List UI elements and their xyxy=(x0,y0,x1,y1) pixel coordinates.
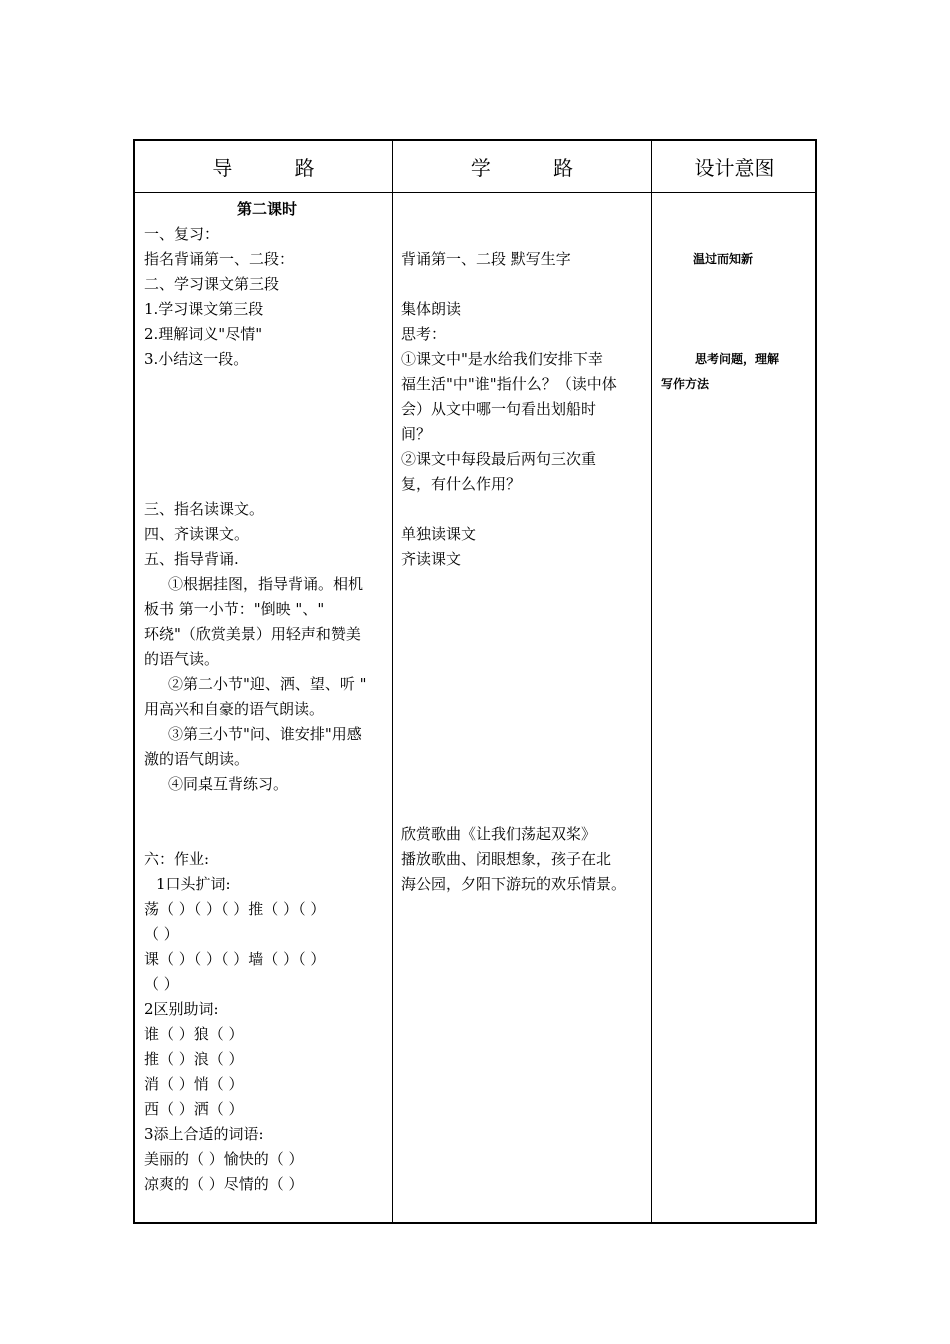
text-line: 齐读课文 xyxy=(401,550,462,568)
study-column xyxy=(401,197,651,897)
homework-line: 1口头扩词: xyxy=(156,875,231,893)
text-line: 播放歌曲、闭眼想象，孩子在北 xyxy=(401,850,612,868)
text-line: 指名背诵第一、二段： xyxy=(144,250,295,268)
homework-line: 推（ ）浪（ ） xyxy=(144,1050,244,1068)
homework-line: 课（ ）（ ）（ ）墙（ ）（ ） xyxy=(144,950,326,968)
text-line: ①课文中"是水给我们安排下幸 xyxy=(401,350,603,368)
intent-note: 思考问题，理解 xyxy=(695,352,780,366)
homework-line: 消（ ）悄（ ） xyxy=(144,1075,244,1093)
header-guide: 导 路 xyxy=(212,156,343,180)
text-line: ④同桌互背练习。 xyxy=(168,775,289,793)
text-line: 用高兴和自豪的语气朗读。 xyxy=(144,700,325,718)
lesson-plan-table xyxy=(133,139,817,1224)
text-line: ②第二小节"迎、洒、望、听 " xyxy=(168,675,367,693)
text-line: 2.理解词义"尽情" xyxy=(144,325,263,343)
homework-line: 六：作业: xyxy=(144,850,210,868)
homework-line: 凉爽的（ ）尽情的（ ） xyxy=(144,1175,304,1193)
text-line: 三、指名读课文。 xyxy=(144,500,265,518)
text-line: 单独读课文 xyxy=(401,525,477,543)
column-divider xyxy=(651,141,652,1222)
homework-line: 谁（ ）狼（ ） xyxy=(144,1025,244,1043)
text-line: 间？ xyxy=(401,425,432,443)
homework-line: 西（ ）洒（ ） xyxy=(144,1100,244,1118)
homework-line: 美丽的（ ）愉快的（ ） xyxy=(144,1150,304,1168)
intent-note: 写作方法 xyxy=(661,377,710,391)
column-divider xyxy=(392,141,393,1222)
text-line: 板书 第一小节："倒映 "、" xyxy=(144,600,325,618)
text-line: ①根据挂图，指导背诵。相机 xyxy=(168,575,364,593)
header-design-intent: 设计意图 xyxy=(694,156,775,180)
text-line: 环绕"（欣赏美景）用轻声和赞美 xyxy=(144,625,361,643)
homework-line: 2区别助词: xyxy=(144,1000,219,1018)
text-line: 3.小结这一段。 xyxy=(144,350,249,368)
lesson-title: 第二课时 xyxy=(236,200,297,218)
text-line: ②课文中每段最后两句三次重 xyxy=(401,450,597,468)
text-line: 会）从文中哪一句看出划船时 xyxy=(401,400,597,418)
text-line: 四、齐读课文。 xyxy=(144,525,250,543)
homework-line: （ ） xyxy=(144,975,179,993)
text-line: ③第三小节"问、谁安排"用感 xyxy=(168,725,362,743)
text-line: 背诵第一、二段 默写生字 xyxy=(401,250,571,268)
homework-line: 荡（ ）（ ）（ ）推（ ）（ ） xyxy=(144,900,326,918)
guide-column xyxy=(144,197,390,1197)
homework-line: 3添上合适的词语: xyxy=(144,1125,264,1143)
homework-line: （ ） xyxy=(144,925,179,943)
text-line: 复，有什么作用？ xyxy=(401,475,522,493)
text-line: 欣赏歌曲《让我们荡起双桨》 xyxy=(401,825,597,843)
header-study: 学 路 xyxy=(470,156,602,180)
text-line: 思考： xyxy=(401,325,447,343)
text-line: 二、学习课文第三段 xyxy=(144,275,280,293)
text-line: 集体朗读 xyxy=(401,300,462,318)
text-line: 激的语气朗读。 xyxy=(144,750,250,768)
text-line: 的语气读。 xyxy=(144,650,220,668)
text-line: 五、指导背诵. xyxy=(144,550,239,568)
text-line: 福生活"中"谁"指什么？（读中体 xyxy=(401,375,617,393)
text-line: 1.学习课文第三段 xyxy=(144,300,264,318)
intent-note: 温过而知新 xyxy=(693,252,754,266)
intent-column xyxy=(661,197,811,397)
text-line: 海公园，夕阳下游玩的欢乐情景。 xyxy=(401,875,627,893)
text-line: 一、复习： xyxy=(144,225,220,243)
header-divider xyxy=(135,192,815,193)
